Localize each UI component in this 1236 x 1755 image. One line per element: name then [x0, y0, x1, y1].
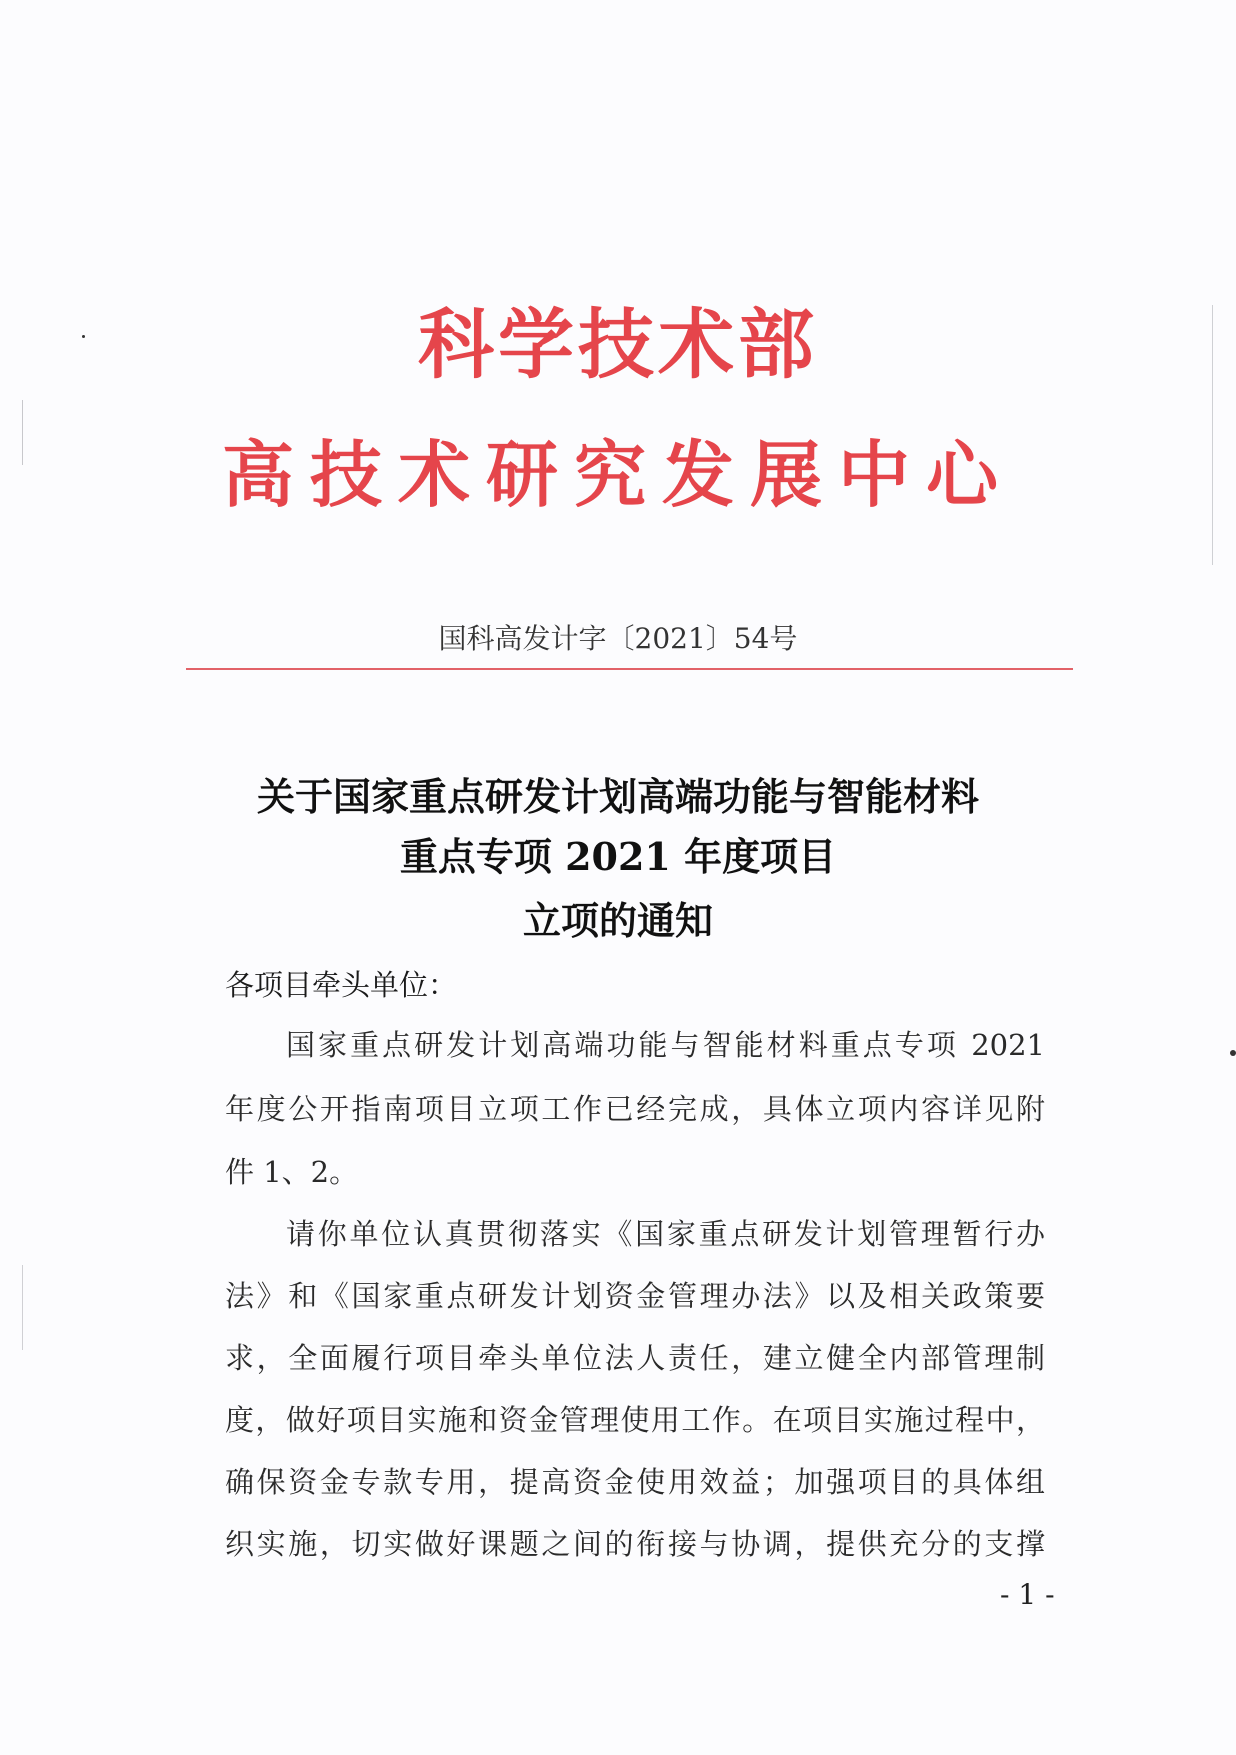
paragraph1-line: 国家重点研发计划高端功能与智能材料重点专项 2021 — [286, 1028, 1045, 1062]
salutation: 各项目牵头单位： — [225, 968, 458, 1002]
paragraph2-line: 请你单位认真贯彻落实《国家重点研发计划管理暂行办 — [286, 1217, 1045, 1251]
letterhead-org-line2: 高技术研究发展中心 — [221, 433, 1014, 517]
paragraph2-line: 织实施，切实做好课题之间的衔接与协调，提供充分的支撑 — [225, 1527, 1045, 1561]
title-line-2: 重点专项 2021 年度项目 — [399, 834, 837, 879]
paragraph1-line: 年度公开指南项目立项工作已经完成，具体立项内容详见附 — [225, 1092, 1045, 1126]
paragraph2-line: 法》和《国家重点研发计划资金管理办法》以及相关政策要 — [225, 1279, 1045, 1313]
paragraph2-line: 求，全面履行项目牵头单位法人责任，建立健全内部管理制 — [225, 1341, 1045, 1375]
paragraph1-line: 件 1、2。 — [225, 1155, 359, 1189]
scan-edge-mark — [22, 1265, 23, 1350]
page-number: - 1 - — [1000, 1578, 1055, 1611]
letterhead-divider — [186, 668, 1073, 670]
paragraph2-line: 确保资金专款专用，提高资金使用效益；加强项目的具体组 — [225, 1465, 1045, 1499]
scan-speck — [1230, 1050, 1236, 1056]
paragraph2-line: 度，做好项目实施和资金管理使用工作。在项目实施过程中， — [225, 1403, 1045, 1437]
document-number: 国科高发计字〔2021〕54号 — [438, 622, 798, 655]
title-line-3: 立项的通知 — [522, 898, 713, 943]
title-line-1: 关于国家重点研发计划高端功能与智能材料 — [256, 774, 979, 819]
letterhead-org-line1: 科学技术部 — [418, 300, 818, 389]
